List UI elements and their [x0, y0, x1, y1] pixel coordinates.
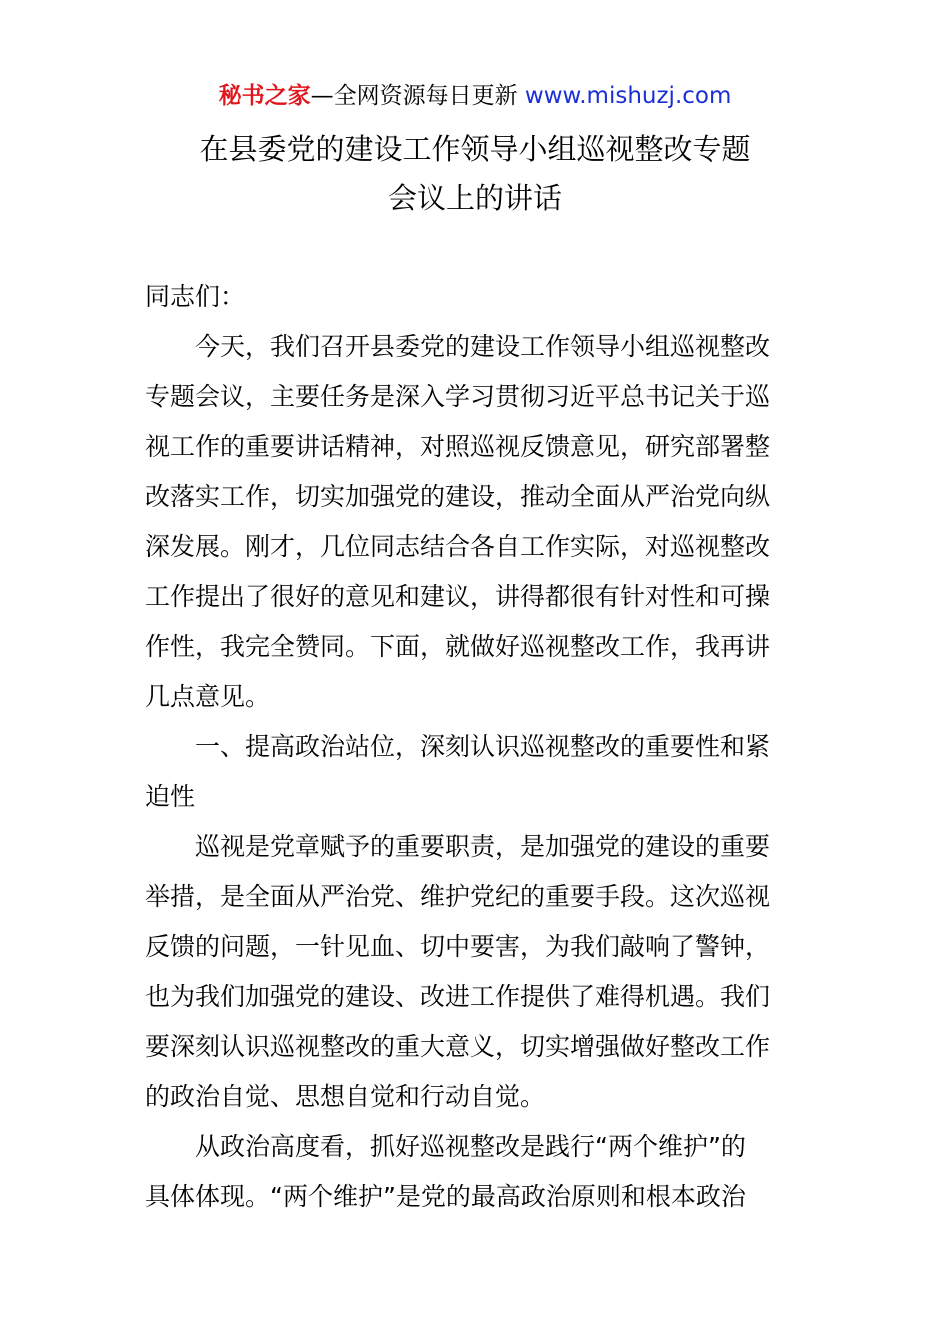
paragraph-line: 工作提出了很好的意见和建议，讲得都很有针对性和可操: [145, 582, 771, 611]
paragraph-line: 视工作的重要讲话精神，对照巡视反馈意见，研究部署整: [145, 432, 771, 461]
paragraph-line: 改落实工作，切实加强党的建设，推动全面从严治党向纵: [145, 482, 771, 511]
paragraph-line: 要深刻认识巡视整改的重大意义，切实增强做好整改工作: [145, 1032, 771, 1061]
paragraph-line: 几点意见。: [145, 682, 271, 711]
paragraph-line: 巡视是党章赋予的重要职责，是加强党的建设的重要: [195, 832, 771, 861]
document-title-line-2: 会议上的讲话: [387, 181, 562, 215]
site-banner: [0, 80, 950, 112]
document-body: [145, 277, 810, 1227]
paragraph-line: 的政治自觉、思想自觉和行动自觉。: [145, 1082, 546, 1111]
brand-name: 秘书之家: [218, 83, 311, 109]
paragraph-line: 具体体现。“两个维护”是党的最高政治原则和根本政治: [145, 1182, 746, 1211]
salutation: 同志们：: [145, 282, 246, 311]
document-title-line-1: 在县委党的建设工作领导小组巡视整改专题: [199, 132, 751, 166]
paragraph-line: 专题会议，主要任务是深入学习贯彻习近平总书记关于巡: [145, 382, 771, 411]
paragraph-line: 从政治高度看，抓好巡视整改是践行“两个维护”的: [195, 1132, 746, 1161]
paragraph-line: 作性，我完全赞同。下面，就做好巡视整改工作，我再讲: [145, 632, 771, 661]
paragraph-line: 今天，我们召开县委党的建设工作领导小组巡视整改: [195, 332, 771, 361]
site-url[interactable]: www.mishuzj.com: [524, 83, 732, 109]
section-heading-line: 迫性: [145, 782, 196, 811]
section-heading-line: 一、提高政治站位，深刻认识巡视整改的重要性和紧: [195, 732, 771, 761]
banner-tagline: —全网资源每日更新: [310, 83, 525, 109]
paragraph-line: 举措，是全面从严治党、维护党纪的重要手段。这次巡视: [145, 882, 771, 911]
paragraph-line: 也为我们加强党的建设、改进工作提供了难得机遇。我们: [145, 982, 771, 1011]
paragraph-line: 反馈的问题，一针见血、切中要害，为我们敲响了警钟，: [145, 932, 771, 961]
paragraph-line: 深发展。刚才，几位同志结合各自工作实际，对巡视整改: [145, 532, 771, 561]
